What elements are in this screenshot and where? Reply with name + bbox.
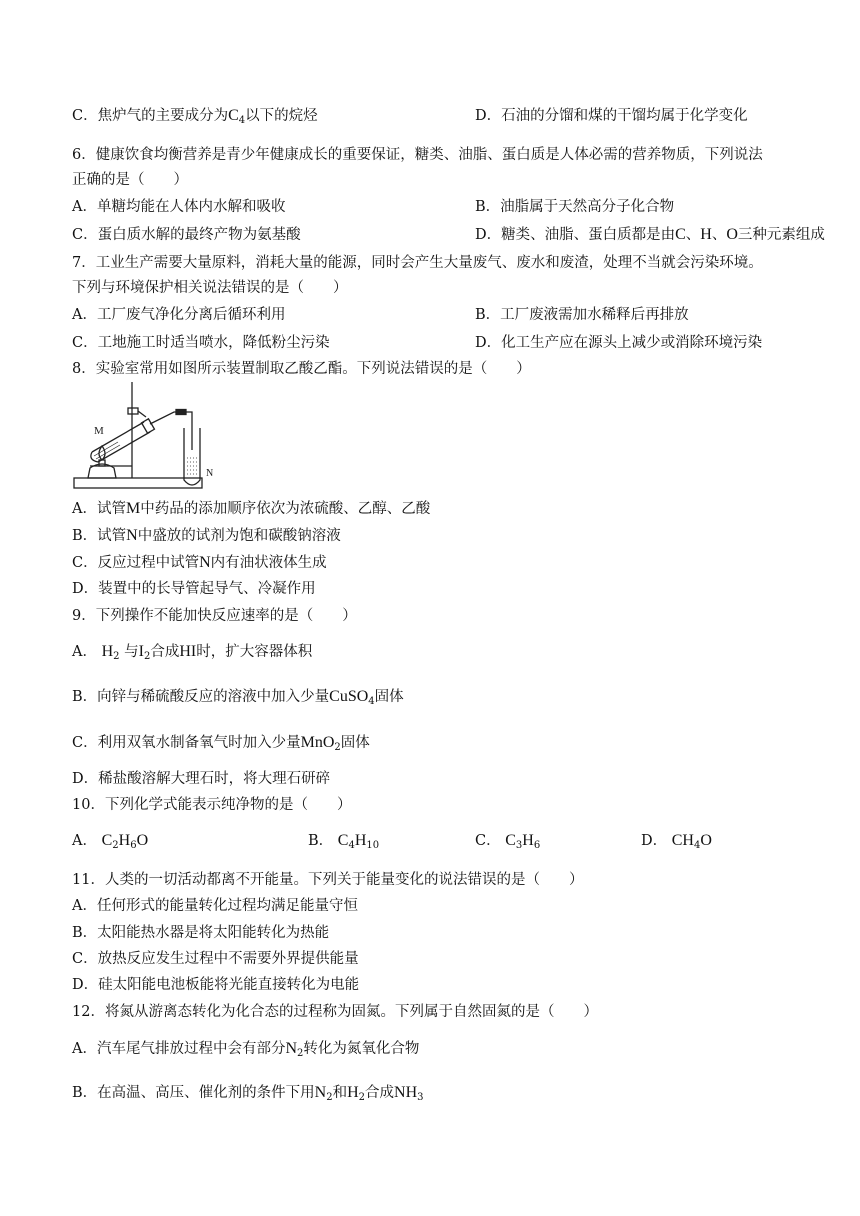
q5-option-d: D．石油的分馏和煤的干馏均属于化学变化 xyxy=(475,108,748,124)
q9-option-d: D．稀盐酸溶解大理石时，将大理石研碎 xyxy=(72,771,331,787)
q7-option-row-cd xyxy=(72,334,763,352)
q9-option-b: B．向锌与稀硫酸反应的溶液中加入少量CuSO$_4$固体 xyxy=(72,688,404,707)
q8-option-c: C．反应过程中试管N内有油状液体生成 xyxy=(72,554,327,571)
q7-stem-line2: 下列与环境保护相关说法错误的是（ ） xyxy=(72,280,348,296)
q9-stem: 9．下列操作不能加快反应速率的是（ ） xyxy=(72,608,357,624)
q12-option-a: A．汽车尾气排放过程中会有部分$N_2$转化为氮氧化合物 xyxy=(72,1040,420,1059)
q9-option-a: A． $H_2$ 与$I_2$合成HI时，扩大容器体积 xyxy=(72,643,313,662)
q7-option-d: D．化工生产应在源头上减少或消除环境污染 xyxy=(475,335,763,351)
q10-option-a: A． $C_2H_6O$ xyxy=(72,832,149,851)
q7-option-c: C．工地施工时适当喷水，降低粉尘污染 xyxy=(72,335,330,351)
q10-option-row xyxy=(72,832,712,851)
ester-apparatus-diagram xyxy=(72,380,232,492)
q6-option-d: D．糖类、油脂、蛋白质都是由C、H、O三种元素组成 xyxy=(475,226,825,243)
q6-option-row-cd xyxy=(72,226,825,244)
q7-stem-line1: 7．工业生产需要大量原料，消耗大量的能源，同时会产生大量废气、废水和废渣，处理不当就会污染环境。 xyxy=(72,255,763,271)
clamp xyxy=(128,408,138,414)
q11-option-d: D．硅太阳能电池板能将光能直接转化为电能 xyxy=(72,977,360,993)
q6-option-a: A．单糖均能在人体内水解和吸收 xyxy=(72,199,286,215)
q9-option-c: C．利用双氧水制备氧气时加入少量MnO$_2$固体 xyxy=(72,734,370,753)
q7-option-a: A．工厂废气净化分离后循环利用 xyxy=(72,307,286,323)
q11-option-c: C．放热反应发生过程中不需要外界提供能量 xyxy=(72,951,359,967)
q6-option-row-ab xyxy=(72,198,675,216)
q8-option-a: A．试管M中药品的添加顺序依次为浓硫酸、乙醇、乙酸 xyxy=(72,500,431,517)
q6-stem-line2: 正确的是（ ） xyxy=(72,172,188,188)
q12-stem: 12．将氮从游离态转化为化合态的过程称为固氮。下列属于自然固氮的是（ ） xyxy=(72,1004,598,1020)
q6-option-c: C．蛋白质水解的最终产物为氨基酸 xyxy=(72,227,301,243)
label-n: N xyxy=(206,468,214,479)
q10-option-b: B． $C_4H_{10}$ xyxy=(308,832,380,851)
q8-stem: 8．实验室常用如图所示装置制取乙酸乙酯。下列说法错误的是（ ） xyxy=(72,361,531,377)
label-m: M xyxy=(94,425,104,437)
q7-option-b: B．工厂废液需加水稀释后再排放 xyxy=(475,307,689,323)
q10-stem: 10．下列化学式能表示纯净物的是（ ） xyxy=(72,797,352,813)
q10-option-c: C． $C_3H_6$ xyxy=(475,832,541,851)
q11-option-a: A．任何形式的能量转化过程均满足能量守恒 xyxy=(72,898,358,914)
delivery-tube xyxy=(150,412,192,450)
q8-option-d: D．装置中的长导管起导气、冷凝作用 xyxy=(72,581,316,597)
q5-option-c: C．焦炉气的主要成分为$C_4$以下的烷烃 xyxy=(72,107,318,126)
q6-stem-line1: 6．健康饮食均衡营养是青少年健康成长的重要保证，糖类、油脂、蛋白质是人体必需的营养物质，下列说法 xyxy=(72,147,763,163)
q7-option-row-ab xyxy=(72,306,689,324)
flame xyxy=(99,446,105,460)
q12-option-b: B．在高温、高压、催化剂的条件下用$N_2$和$H_2$合成$NH_3$ xyxy=(72,1084,424,1103)
q5-option-row xyxy=(72,107,748,126)
q11-stem: 11．人类的一切活动都离不开能量。下列关于能量变化的说法错误的是（ ） xyxy=(72,872,584,888)
q8-option-b: B．试管N中盛放的试剂为饱和碳酸钠溶液 xyxy=(72,527,341,544)
q11-option-b: B．太阳能热水器是将太阳能转化为热能 xyxy=(72,925,330,941)
q6-option-b: B．油脂属于天然高分子化合物 xyxy=(475,199,675,215)
stand-base xyxy=(74,478,202,488)
q10-option-d: D． $CH_4O$ xyxy=(641,832,712,851)
